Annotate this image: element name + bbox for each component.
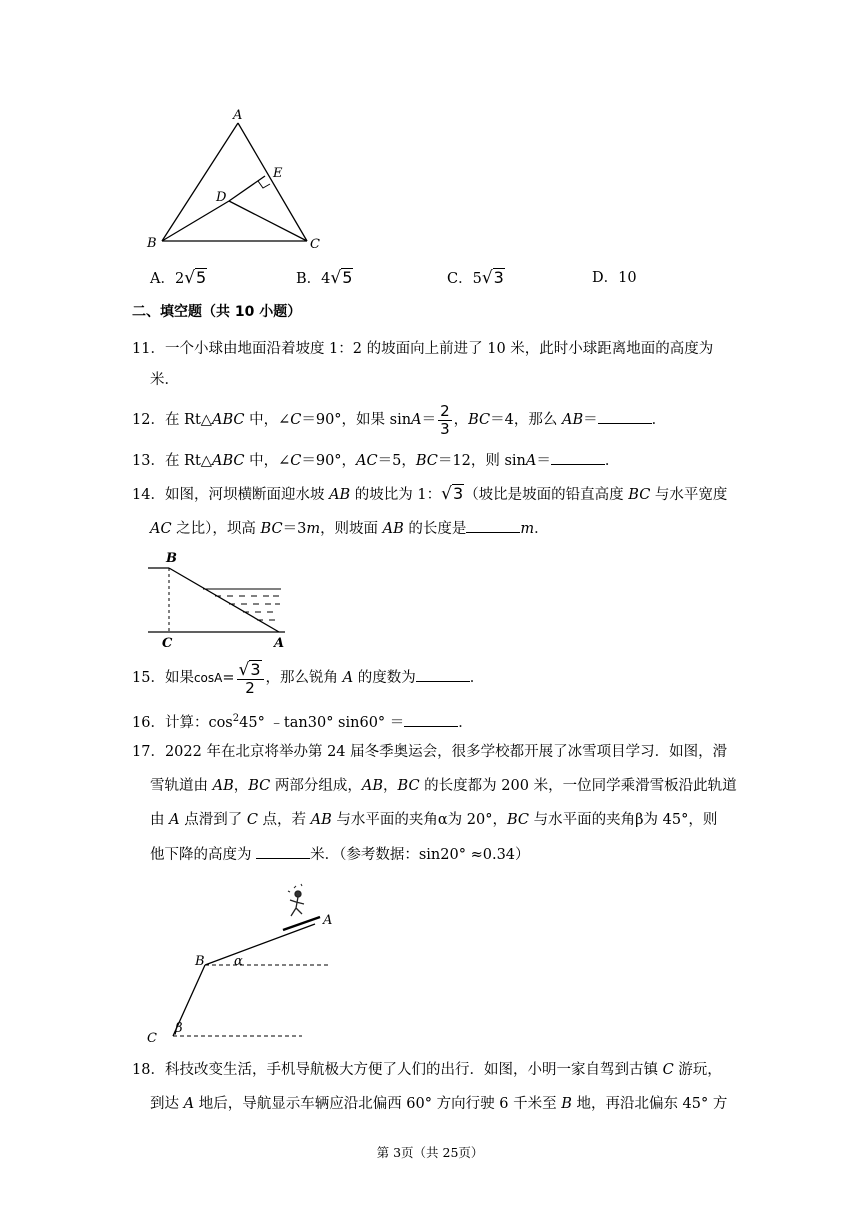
dam-label-b: B: [166, 551, 177, 566]
q17-line1: 17．2022 年在北京将举办第 24 届冬季奥运会，很多学校都开展了冰雪项目学习．如图，滑: [132, 744, 728, 760]
skier-icon: [288, 884, 304, 916]
q11-line1: 11．一个小球由地面沿着坡度 1：2 的坡面向上前进了 10 米，此时小球距离地面的高度为: [132, 341, 714, 357]
ski-label-b: B: [195, 954, 205, 969]
q17-line4: 他下降的高度为 米．（参考数据：sin20° ≈0.34）: [150, 844, 530, 865]
ski-label-a: A: [323, 913, 333, 928]
q17-line2: 雪轨道由 AB，BC 两部分组成，AB，BC 的长度都为 200 米，一位同学乘滑雪板沿此轨道: [150, 778, 737, 794]
q14-blank: [466, 518, 520, 533]
q15-blank: [416, 667, 470, 682]
triangle-label-a: A: [233, 108, 243, 123]
option-a: A．2√5: [150, 268, 207, 288]
dam-label-c: C: [162, 636, 173, 650]
ski-figure: [140, 878, 350, 1048]
option-b: B．4√5: [296, 268, 353, 288]
q15: 15．如果cosA= $\frac{√3}{2}$ ，那么锐角 A 的度数为 ．: [132, 659, 485, 697]
q14-line2: AC 之比），坝高 BC＝3m，则坡面 AB 的长度是 m．: [150, 518, 549, 539]
q17-line3: 由 A 点滑到了 C 点，若 AB 与水平面的夹角α为 20°，BC 与水平面的夹角β为 45°，则: [150, 812, 718, 828]
page-footer: 第 3页（共 25页）: [376, 1145, 484, 1160]
section-title: 二、填空题（共 10 小题）: [132, 304, 302, 320]
option-c: C．5√3: [447, 268, 504, 288]
triangle-label-e: E: [273, 166, 283, 181]
ski-label-c: C: [147, 1031, 157, 1046]
triangle-figure: [140, 105, 340, 255]
q17-blank: [256, 844, 310, 859]
triangle-label-b: B: [147, 236, 157, 251]
q13: 13．在 Rt△ABC 中，∠C＝90°，AC＝5，BC＝12，则 sinA＝ ．: [132, 450, 619, 471]
triangle-label-d: D: [216, 190, 227, 205]
q12: 12．在 Rt△ABC 中，∠C＝90°，如果 sinA＝ $\frac{2}{3}$ ，BC＝4，那么 AB＝ ．: [132, 401, 667, 438]
q18-line2: 到达 A 地后，导航显示车辆应沿北偏西 60° 方向行驶 6 千米至 B 地，再沿北偏东 45° 方: [150, 1096, 728, 1112]
q14-line1: 14．如图，河坝横断面迎水坡 AB 的坡比为 1：√3（坡比是坡面的铅直高度 BC 与水平宽度: [132, 484, 728, 504]
dam-figure: [145, 548, 290, 650]
triangle-label-c: C: [310, 237, 320, 252]
ski-label-alpha: α: [234, 954, 243, 969]
q16: 16．计算：$\cos^245^\circ$ ﹣tan30° sin60° ＝ ．: [132, 713, 473, 731]
q11-line2: 米．: [150, 372, 179, 388]
q16-blank: [404, 712, 458, 727]
q13-blank: [551, 450, 605, 465]
dam-label-a: A: [274, 636, 285, 650]
q18-line1: 18．科技改变生活，手机导航极大方便了人们的出行．如图，小明一家自驾到古镇 C 游玩，: [132, 1062, 722, 1078]
option-d: D．10: [592, 270, 637, 286]
ski-label-beta: β: [175, 1021, 183, 1036]
q12-blank: [598, 409, 652, 424]
